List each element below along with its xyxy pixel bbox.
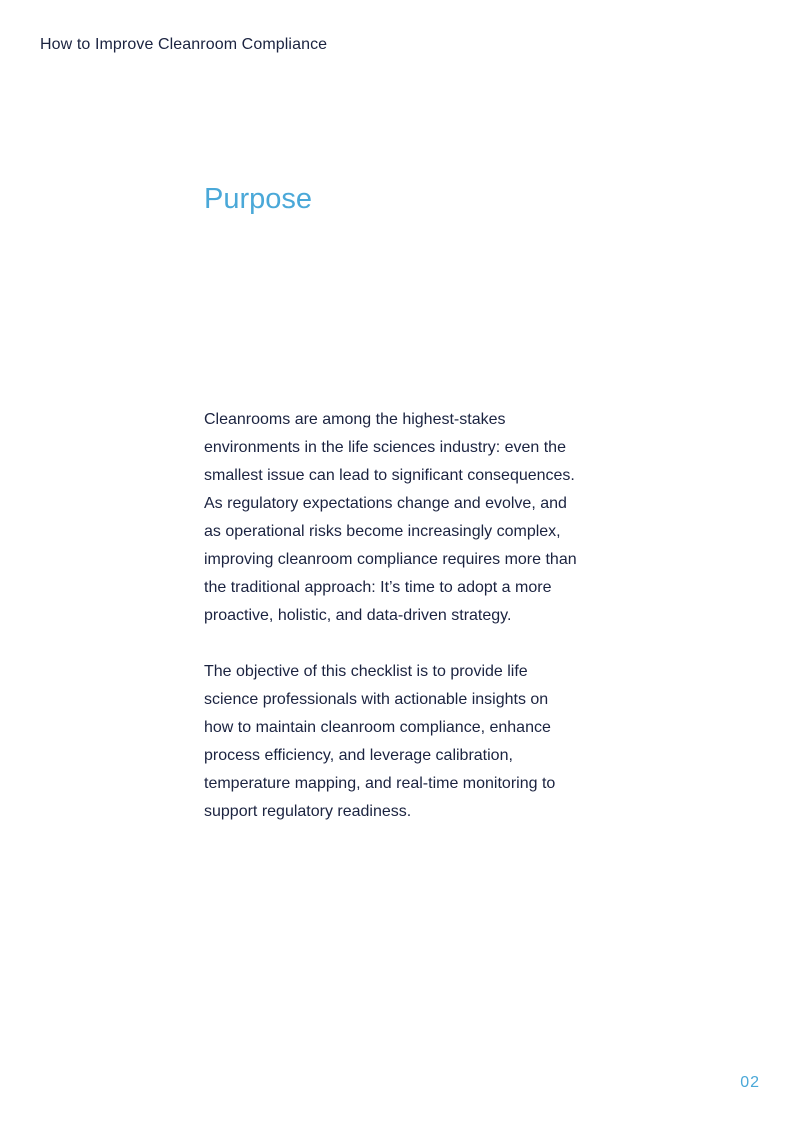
paragraph-line: process efficiency, and leverage calibration, [204, 747, 513, 764]
paragraph-intro [204, 406, 604, 630]
running-header: How to Improve Cleanroom Compliance [40, 36, 328, 53]
paragraph-line: improving cleanroom compliance requires more than [204, 551, 577, 568]
paragraph-line: proactive, holistic, and data-driven strategy. [204, 607, 512, 624]
paragraph-line: Cleanrooms are among the highest-stakes [204, 411, 506, 428]
paragraph-objective [204, 658, 604, 826]
page-number: 02 [740, 1074, 760, 1091]
paragraph-line: smallest issue can lead to significant consequences. [204, 467, 575, 484]
paragraph-line: as operational risks become increasingly complex, [204, 523, 561, 540]
paragraph-line: As regulatory expectations change and evolve, and [204, 495, 567, 512]
body-text [204, 406, 604, 826]
paragraph-line: how to maintain cleanroom compliance, enhance [204, 719, 551, 736]
paragraph-line: the traditional approach: It’s time to adopt a more [204, 579, 552, 596]
paragraph-line: environments in the life sciences industry: even the [204, 439, 566, 456]
paragraph-line: The objective of this checklist is to provide life [204, 663, 528, 680]
section-title: Purpose [204, 183, 313, 215]
paragraph-line: support regulatory readiness. [204, 803, 412, 820]
paragraph-line: science professionals with actionable insights on [204, 691, 549, 708]
paragraph-line: temperature mapping, and real-time monitoring to [204, 775, 556, 792]
